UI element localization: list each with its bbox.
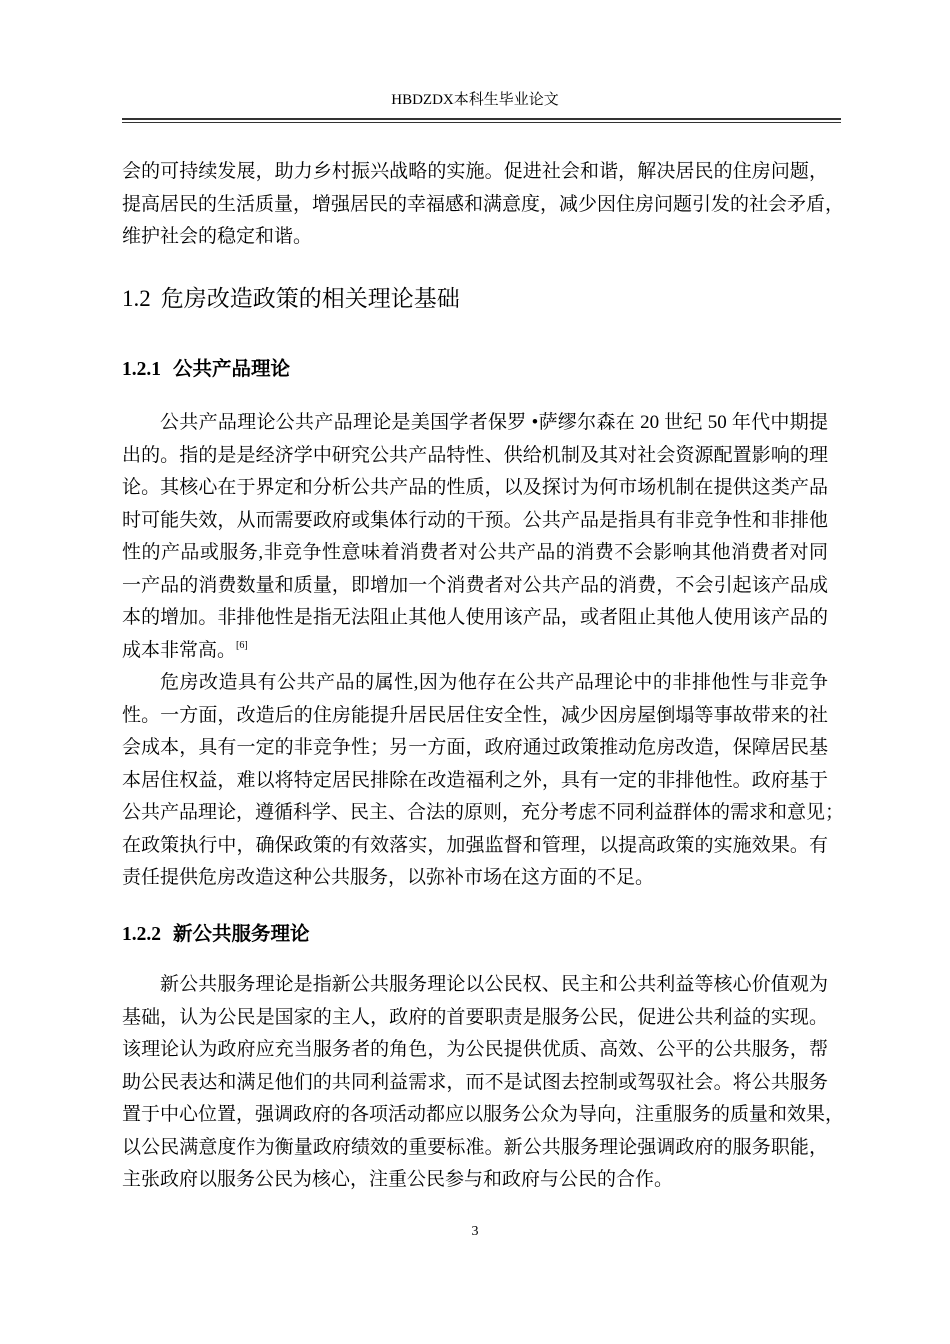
text-line	[122, 472, 828, 505]
body-text-intro	[122, 156, 845, 254]
text-line-content: 责任提供危房改造这种公共服务，以弥补市场在这方面的不足。	[122, 867, 655, 888]
text-line	[122, 797, 845, 830]
subsection-heading-1-2-2	[122, 921, 310, 949]
text-line	[122, 156, 828, 189]
text-line	[122, 407, 828, 440]
text-line-content: 以公民满意度作为衡量政府绩效的重要标准。新公共服务理论强调政府的服务职能，	[122, 1136, 828, 1158]
section-number: 1.2	[122, 286, 151, 311]
subsection-heading-1-2-1	[122, 356, 290, 384]
paragraph	[122, 156, 845, 254]
header-divider	[122, 118, 841, 123]
text-line-content: 维护社会的稳定和谐。	[122, 226, 313, 247]
text-line-content: 本居住权益，难以将特定居民排除在改造福利之外，具有一定的非排他性。政府基于	[122, 769, 828, 791]
text-line	[122, 570, 828, 603]
text-line-content: 性。一方面，改造后的住房能提升居民居住安全性，减少因房屋倒塌等事故带来的社	[122, 704, 828, 726]
text-line	[122, 667, 828, 700]
subsection-title: 公共产品理论	[173, 359, 291, 380]
text-line	[122, 635, 828, 668]
text-line-content: 会的可持续发展，助力乡村振兴战略的实施。促进社会和谐，解决居民的住房问题，	[122, 161, 828, 182]
text-line-content: 出的。指的是是经济学中研究公共产品特性、供给机制及其对社会资源配置影响的理	[122, 444, 828, 466]
paragraph	[122, 407, 828, 667]
text-line-content: 主张政府以服务公民为核心，注重公民参与和政府与公民的合作。	[122, 1169, 674, 1190]
text-line	[122, 221, 828, 254]
subsection-number: 1.2.2	[122, 924, 161, 945]
text-line	[122, 732, 828, 765]
text-line-content: 公共产品理论公共产品理论是美国学者保罗 •萨缪尔森在 20 世纪 50 年代中期提	[160, 412, 828, 433]
text-line-content: 论。其核心在于界定和分析公共产品的性质，以及探讨为何市场机制在提供这类产品	[122, 477, 828, 498]
text-line	[122, 1067, 828, 1100]
text-line-content: 该理论认为政府应充当服务者的角色，为公民提供优质、高效、公平的公共服务，帮	[122, 1039, 828, 1060]
text-line-content: 一产品的消费数量和质量，即增加一个消费者对公共产品的消费，不会引起该产品成	[122, 574, 828, 596]
text-line	[122, 1034, 828, 1067]
text-line-content: 时可能失效，从而需要政府或集体行动的干预。公共产品是指具有非竞争性和非排他	[122, 509, 828, 531]
text-line-content: 危房改造具有公共产品的属性,因为他存在公共产品理论中的非排他性与非竞争	[160, 672, 828, 693]
text-line-content: 提高居民的生活质量，增强居民的幸福感和满意度，减少因住房问题引发的社会矛盾，	[122, 193, 845, 215]
text-line-content: 公共产品理论，遵循科学、民主、合法的原则，充分考虑不同利益群体的需求和意见；	[122, 802, 845, 823]
text-line	[122, 862, 828, 895]
citation-reference: [6]	[236, 639, 248, 651]
text-line	[122, 1002, 828, 1035]
body-text-public-goods	[122, 407, 845, 895]
text-line	[122, 969, 828, 1002]
paragraph	[122, 667, 845, 895]
text-line	[122, 189, 845, 222]
text-line-content: 在政策执行中，确保政策的有效落实，加强监督和管理，以提高政策的实施效果。有	[122, 834, 828, 856]
subsection-number: 1.2.1	[122, 359, 161, 380]
paragraph	[122, 969, 845, 1197]
text-line-content: 基础，认为公民是国家的主人，政府的首要职责是服务公民，促进公共利益的实现。	[122, 1006, 828, 1028]
page-number: 3	[471, 1224, 479, 1239]
running-header: HBDZDX本科生毕业论文	[391, 92, 559, 108]
text-line	[122, 1099, 845, 1132]
text-line	[122, 440, 828, 473]
text-line	[122, 765, 828, 798]
text-line	[122, 1164, 828, 1197]
text-line	[122, 830, 828, 863]
text-line	[122, 602, 828, 635]
text-line-content: 成本非常高。	[122, 639, 237, 661]
section-heading-1-2	[122, 284, 460, 314]
text-line	[122, 700, 828, 733]
text-line-content: 性的产品或服务,非竞争性意味着消费者对公共产品的消费不会影响其他消费者对同	[122, 542, 828, 563]
text-line	[122, 537, 828, 570]
text-line-content: 助公民表达和满足他们的共同利益需求，而不是试图去控制或驾驭社会。将公共服务	[122, 1071, 828, 1093]
subsection-title: 新公共服务理论	[173, 924, 310, 945]
text-line	[122, 505, 828, 538]
body-text-new-public-service	[122, 969, 845, 1197]
section-title: 危房改造政策的相关理论基础	[160, 286, 460, 311]
text-line-content: 会成本，具有一定的非竞争性；另一方面，政府通过政策推动危房改造，保障居民基	[122, 737, 828, 758]
text-line	[122, 1132, 828, 1165]
text-line-content: 新公共服务理论是指新公共服务理论以公民权、民主和公共利益等核心价值观为	[160, 974, 828, 995]
text-line-content: 本的增加。非排他性是指无法阻止其他人使用该产品，或者阻止其他人使用该产品的	[122, 607, 828, 628]
text-line-content: 置于中心位置，强调政府的各项活动都应以服务公众为导向，注重服务的质量和效果，	[122, 1104, 845, 1125]
